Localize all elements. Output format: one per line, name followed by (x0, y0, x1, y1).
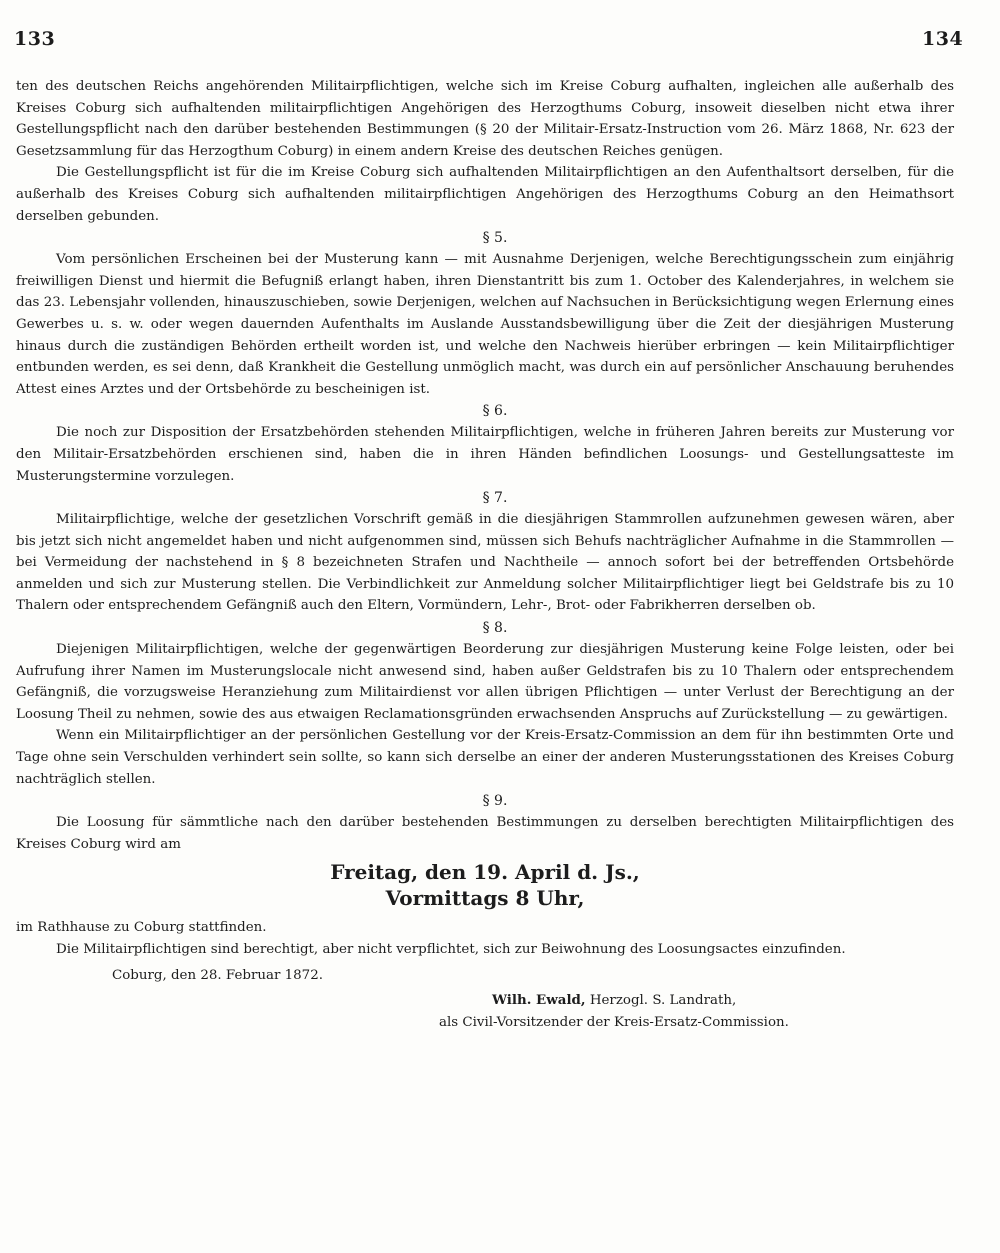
intro-paragraph: Die Gestellungspflicht ist für die im Kreise Coburg sich aufhaltenden Militairpflichtigen an den Aufenthaltsort derselben, für die außerhalb des Kreises Coburg sich aufhaltenden militairpflichtigen Angehörigen des Herzogthums Coburg an den Heimathsort derselben gebunden. (16, 165, 954, 224)
document-body (16, 76, 954, 1033)
section-paragraph: Die noch zur Disposition der Ersatzbehörden stehenden Militairpflichtigen, welche in früheren Jahren bereits zur Musterung vor den Militair-Ersatzbehörden erschienen sind, haben die in ihren Händen befindlichen Loosungs- und Gestellungsatteste im Musterungstermine vorzulegen. (16, 425, 954, 484)
signer-role: als Civil-Vorsitzender der Kreis-Ersatz-Commission. (439, 1014, 789, 1030)
section-heading: § 6. (482, 403, 508, 420)
section-paragraph: Militairpflichtige, welche der gesetzlichen Vorschrift gemäß in die diesjährigen Stammrollen aufzunehmen gewesen wären, aber bis jetzt sich nicht angemeldet haben und nicht aufgenommen sind, müssen sich Behufs nachträglicher Aufnahme in die Stammrollen — bei Vermeidung der nachstehend in § 8 bezeichneten Strafen und Nachtheile — annoch sofort bei der betreffenden Ortsbehörde anmelden und sich zur Musterung stellen. Die Verbindlichkeit zur Anmeldung solcher Militairpflichtiger liegt bei Geldstrafe bis zu 10 Thalern oder entsprechendem Gefängniß auch den Eltern, Vormündern, Lehr-, Brot- oder Fabrikherren derselben ob. (16, 512, 954, 614)
location-line: im Rathhause zu Coburg stattfinden. (16, 920, 267, 936)
closing-note: Die Militairpflichtigen sind berechtigt, aber nicht verpflichtet, sich zur Beiwohnung des Loosungsactes einzufinden. (56, 942, 846, 957)
section-paragraph: Diejenigen Militairpflichtigen, welche der gegenwärtigen Beorderung zur diesjährigen Musterung keine Folge leisten, oder bei Aufrufung ihrer Namen im Musterungslocale nicht anwesend sind, haben außer Geldstrafen bis zu 10 Thalern oder entsprechendem Gefängniß, die vorzugsweise Heranziehung zum Militairdienst vor allen übrigen Pflichtigen — unter Verlust der Berechtigung an der Loosung Theil zu nehmen, sowie des aus etwaigen Reclamationsgründen erwachsenden Anspruchs auf Zurückstellung — zu gewärtigen. (16, 642, 954, 722)
section-heading: § 7. (482, 490, 508, 507)
announcement-date (16, 859, 954, 911)
section-heading: § 9. (482, 793, 508, 810)
section-paragraph: Die Loosung für sämmtliche nach den darüber bestehenden Bestimmungen zu derselben berechtigten Militairpflichtigen des Kreises Coburg wird am (16, 815, 954, 852)
page-number-right: 134 (922, 28, 964, 50)
issue-date: Coburg, den 28. Februar 1872. (112, 967, 323, 983)
signer-title: Herzogl. S. Landrath, (589, 993, 737, 1009)
announcement-line-2: Vormittags 8 Uhr, (385, 886, 585, 911)
section-heading: § 5. (482, 230, 508, 247)
signature-line (16, 990, 954, 1012)
section-paragraph: Wenn ein Militairpflichtiger an der persönlichen Gestellung vor der Kreis-Ersatz-Commission an dem für ihn bestimmten Orte und Tage ohne sein Verschulden verhindert sein sollte, so kann sich derselbe an einer der anderen Musterungsstationen des Kreises Coburg nachträglich stellen. (16, 728, 954, 787)
page-number-left: 133 (14, 28, 56, 50)
section-heading: § 8. (482, 620, 508, 637)
intro-paragraph: ten des deutschen Reichs angehörenden Militairpflichtigen, welche sich im Kreise Coburg aufhalten, ingleichen alle außerhalb des Kreises Coburg sich aufhaltenden militairpflichtigen Angehörigen des Herzogthums Coburg, insoweit dieselben nicht etwa ihrer Gestellungspflicht nach den darüber bestehenden Bestimmungen (§ 20 der Militair-Ersatz-Instruction vom 26. März 1868, Nr. 623 der Gesetzsammlung für das Herzogthum Coburg) in einem andern Kreise des deutschen Reiches genügen. (16, 79, 954, 159)
signer-name: Wilh. Ewald, (492, 992, 586, 1009)
section-paragraph: Vom persönlichen Erscheinen bei der Musterung kann — mit Ausnahme Derjenigen, welche Berechtigungsschein zum einjährig freiwilligen Dienst und hiermit die Befugniß erlangt haben, ihren Dienstantritt bis zum 1. October des Kalenderjahres, in welchem sie das 23. Lebensjahr vollenden, hinauszuschieben, sowie Derjenigen, welchen auf Nachsuchen in Berücksichtigung wegen Erlernung eines Gewerbes u. s. w. oder wegen dauernden Aufenthalts im Auslande Ausstandsbewilligung über die Zeit der diesjährigen Musterung hinaus durch die zuständigen Behörden ertheilt worden ist, und welche den Nachweis hierüber erbringen — kein Militairpflichtiger entbunden werden, es sei denn, daß Krankheit die Gestellung unmöglich macht, was durch ein auf persönlicher Anschauung beruhendes Attest eines Arztes und der Ortsbehörde zu bescheinigen ist. (16, 252, 954, 397)
announcement-line-1: Freitag, den 19. April d. Js., (330, 860, 640, 885)
